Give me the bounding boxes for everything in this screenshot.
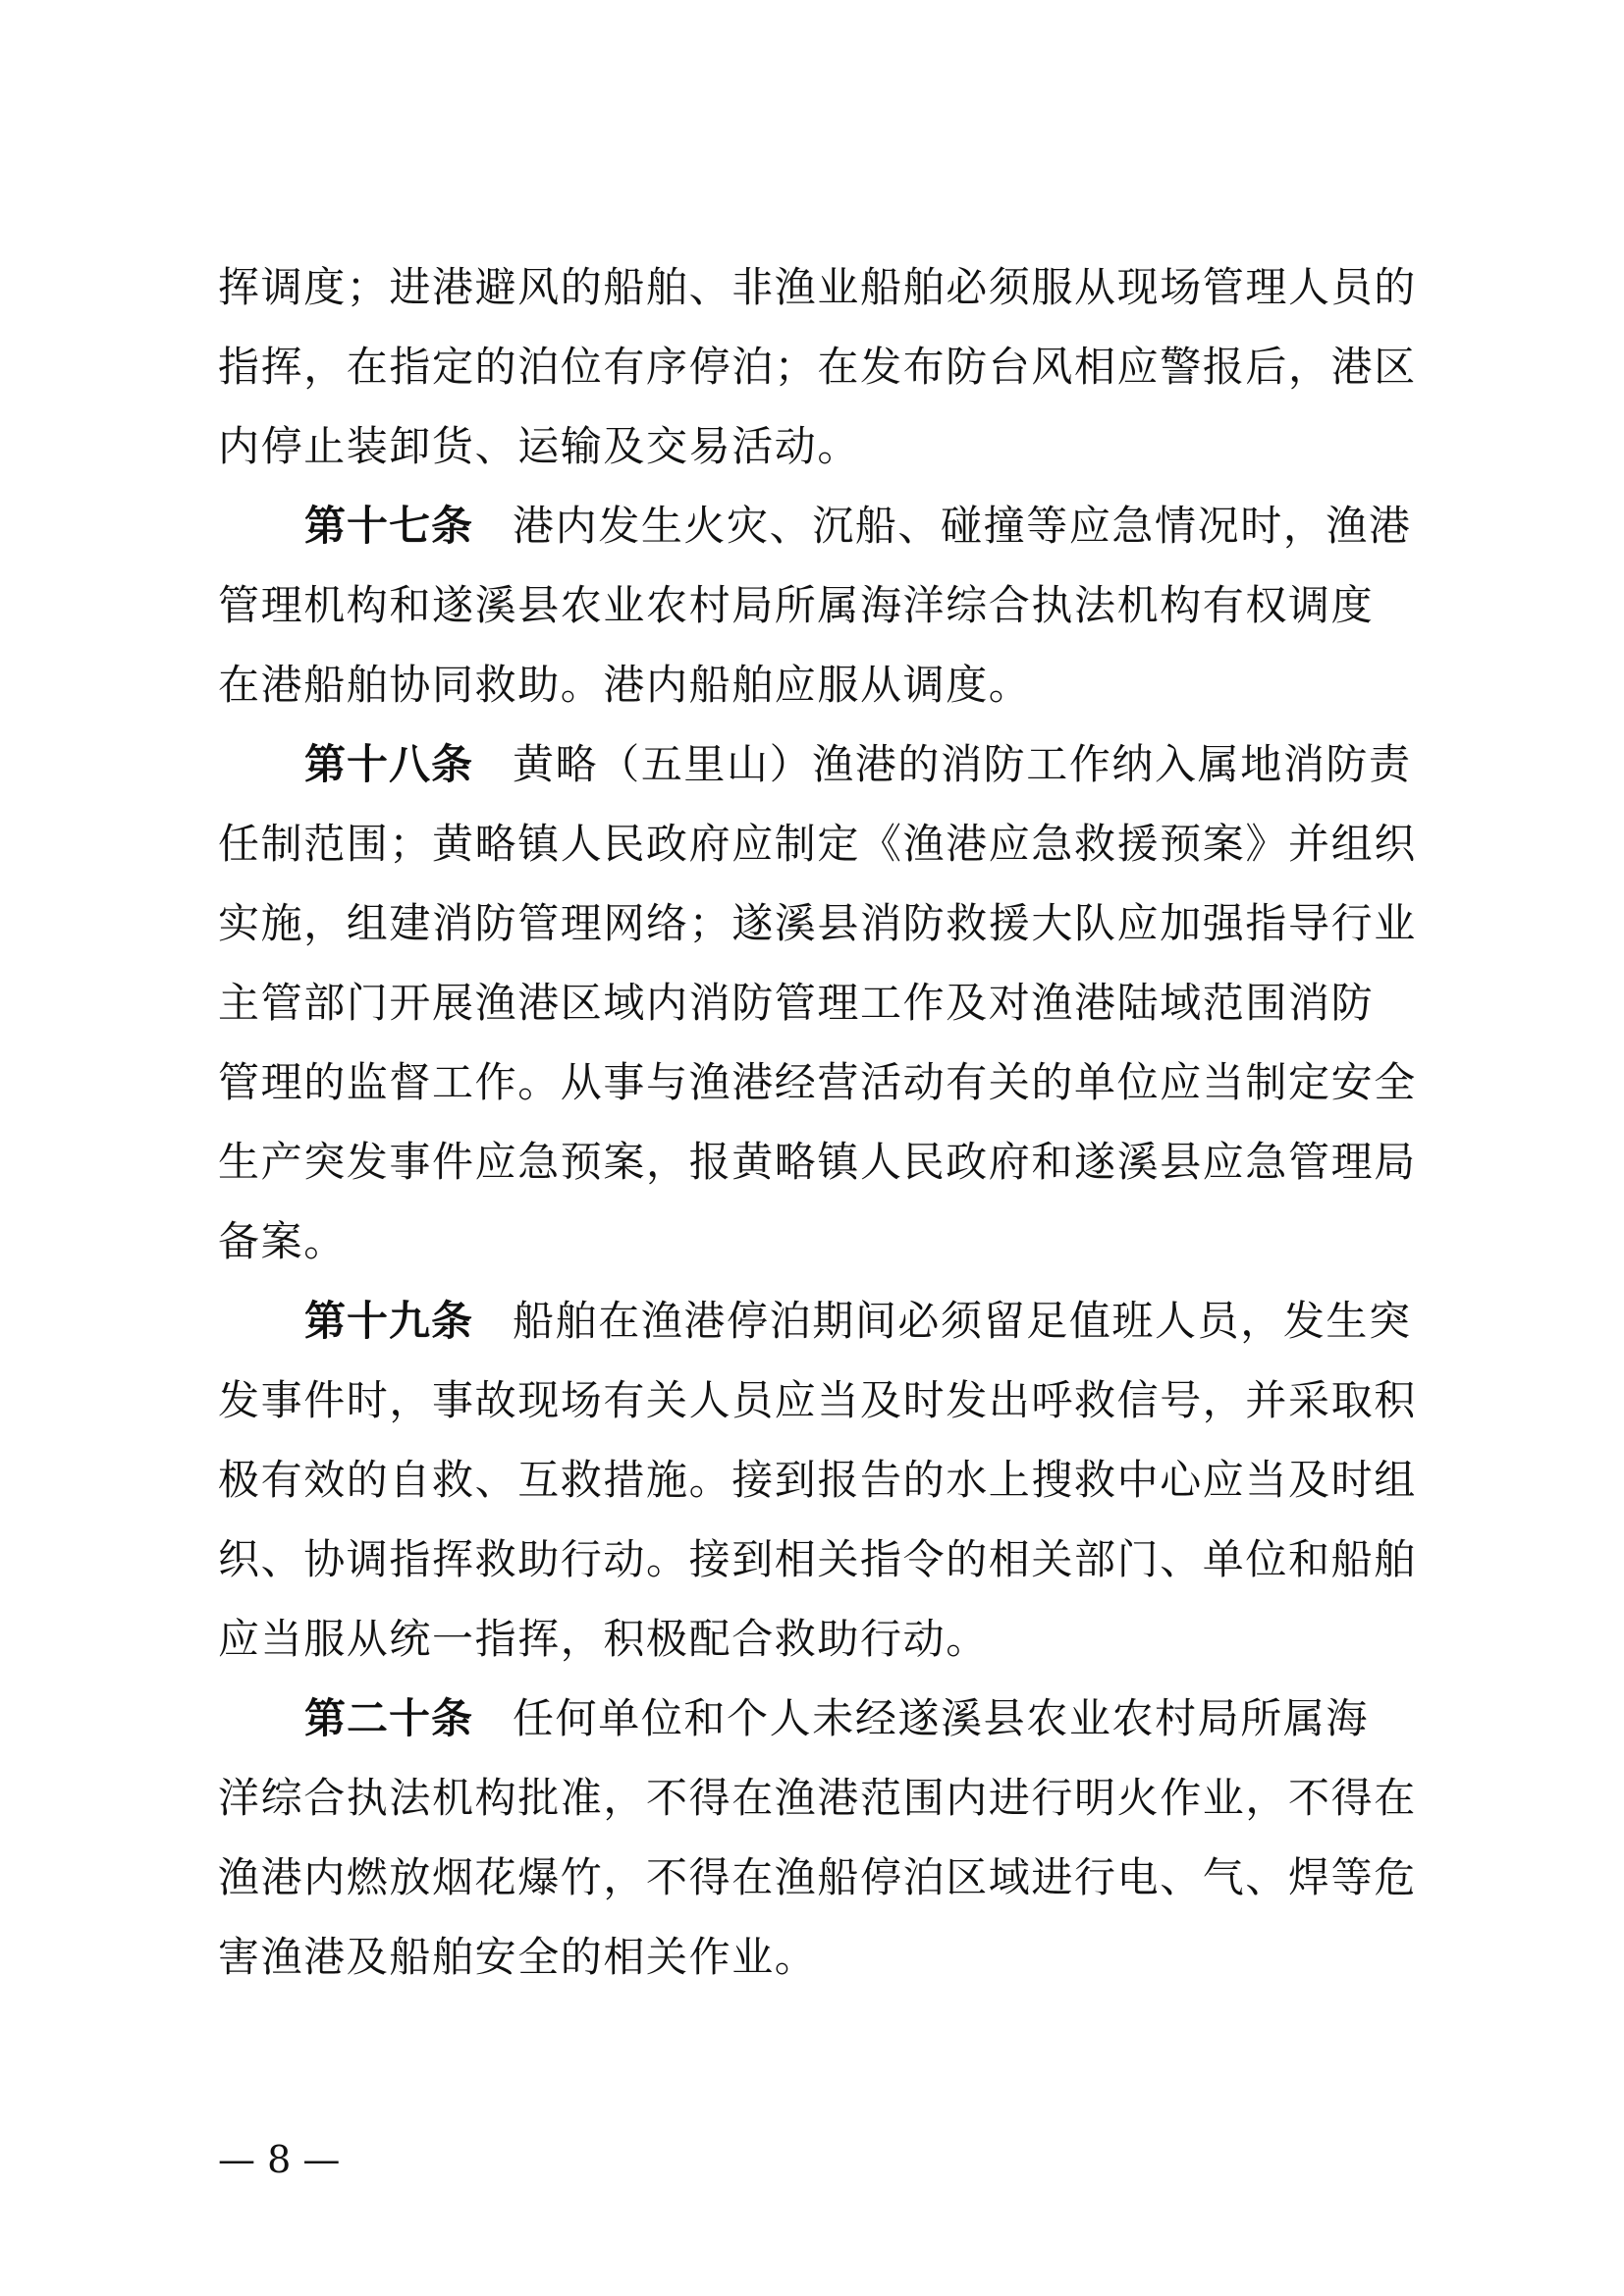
text-line: 指挥，在指定的泊位有序停泊；在发布防台风相应警报后，港区	[218, 343, 1417, 391]
text-line: 实施，组建消防管理网络；遂溪县消防救援大队应加强指导行业	[218, 899, 1417, 947]
article-20	[218, 1679, 1435, 1997]
text-line: 挥调度；进港避风的船舶、非渔业船舶必须服从现场管理人员的	[218, 263, 1417, 311]
text-line: 管理的监督工作。从事与渔港经营活动有关的单位应当制定安全	[218, 1058, 1417, 1106]
text-line: 任制范围；黄略镇人民政府应制定《渔港应急救援预案》并组织	[218, 820, 1417, 868]
text-line: 应当服从统一指挥，积极配合救助行动。	[218, 1615, 989, 1663]
text-line: 洋综合执法机构批准，不得在渔港范围内进行明火作业，不得在	[218, 1774, 1417, 1822]
paragraph-continuation	[218, 247, 1435, 486]
text-line: 生产突发事件应急预案，报黄略镇人民政府和遂溪县应急管理局	[218, 1138, 1417, 1186]
text-line	[218, 1281, 1435, 1361]
text-line: 备案。	[218, 1217, 347, 1265]
article-text: 黄略（五里山）渔港的消防工作纳入属地消防责	[513, 740, 1412, 788]
text-line	[218, 724, 1435, 804]
text-line	[218, 486, 1435, 565]
page-number: — 8 —	[218, 2138, 341, 2181]
text-line: 在港船舶协同救助。港内船舶应服从调度。	[218, 661, 1032, 709]
text-line: 管理机构和遂溪县农业农村局所属海洋综合执法机构有权调度	[218, 581, 1375, 629]
document-page	[218, 247, 1435, 1997]
text-line: 内停止装卸货、运输及交易活动。	[218, 422, 861, 470]
text-line: 织、协调指挥救助行动。接到相关指令的相关部门、单位和船舶	[218, 1535, 1417, 1583]
article-title: 第十九条	[304, 1297, 474, 1345]
article-text: 船舶在渔港停泊期间必须留足值班人员，发生突	[513, 1297, 1412, 1345]
article-18	[218, 724, 1435, 1281]
text-line: 极有效的自救、互救措施。接到报告的水上搜救中心应当及时组	[218, 1456, 1417, 1504]
article-title: 第十八条	[304, 740, 474, 788]
article-text: 港内发生火灾、沉船、碰撞等应急情况时，渔港	[513, 502, 1412, 550]
article-text: 任何单位和个人未经遂溪县农业农村局所属海	[513, 1694, 1370, 1742]
text-line: 害渔港及船舶安全的相关作业。	[218, 1933, 818, 1981]
text-line	[218, 1679, 1435, 1758]
text-line: 渔港内燃放烟花爆竹，不得在渔船停泊区域进行电、气、焊等危	[218, 1853, 1417, 1901]
article-title: 第十七条	[304, 502, 474, 550]
article-19	[218, 1281, 1435, 1679]
article-title: 第二十条	[304, 1694, 474, 1742]
article-17	[218, 486, 1435, 724]
text-line: 发事件时，事故现场有关人员应当及时发出呼救信号，并采取积	[218, 1376, 1417, 1424]
text-line: 主管部门开展渔港区域内消防管理工作及对渔港陆域范围消防	[218, 979, 1375, 1027]
